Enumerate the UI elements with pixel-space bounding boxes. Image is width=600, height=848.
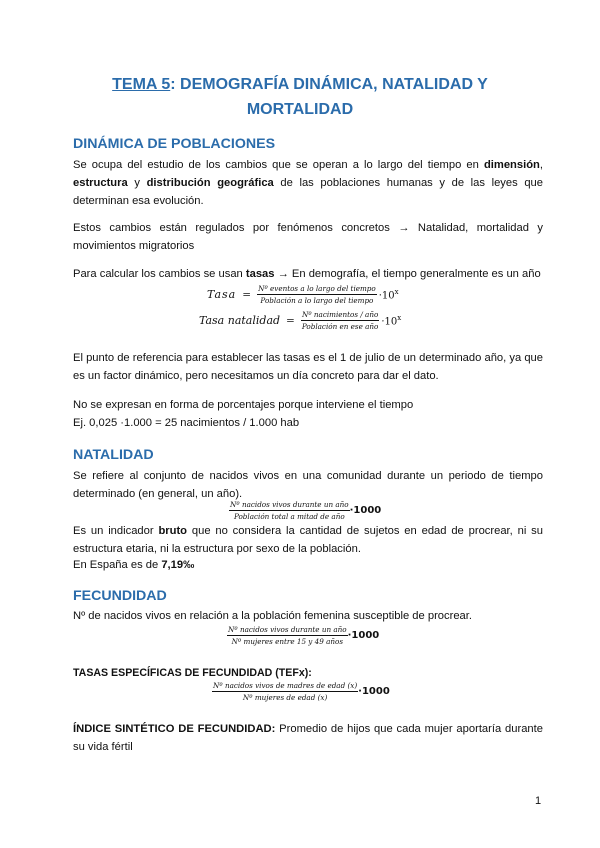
- formula-natalidad: $\frac{\text{Nº nacidos vivos durante un año}}{\text{Población total a mitad de año}}$ ·1000: [230, 500, 382, 521]
- formula-tasa: Tasa = $\frac{\text{Nº eventos a lo largo del tiempo}}{\text{Población a lo largo del tiempo}}$ $\cdot 10^x$: [207, 284, 399, 305]
- dinamica-paragraph-4: El punto de referencia para establecer las tasas es el 1 de julio de un determinado año, ya que es un factor dinámico, pero necesitamos un día concreto para dar el dato.: [73, 352, 543, 382]
- dinamica-paragraph-2: Estos cambios están regulados por fenómenos concretos → Natalidad, mortalidad y movimientos migratorios: [73, 222, 543, 252]
- heading-natalidad: NATALIDAD: [73, 447, 154, 463]
- title-tema: TEMA 5: [112, 76, 171, 93]
- dinamica-paragraph-1: Se ocupa del estudio de los cambios que se operan a lo largo del tiempo en dimensión, estructura y distribución geográfica de las poblaciones humanas y de las leyes que determinan esa evolución.: [73, 159, 543, 207]
- dinamica-paragraph-5b: Ej. 0,025 ·1.000 = 25 nacimientos / 1.000 hab: [73, 417, 300, 429]
- dinamica-paragraph-5a: No se expresan en forma de porcentajes porque interviene el tiempo: [73, 399, 414, 411]
- formula-fecundidad: $\frac{\text{Nº nacidos vivos durante un año}}{\text{Nº mujeres entre 15 y 49 años}}$ ·1000: [228, 625, 380, 646]
- fecundidad-paragraph-1: Nº de nacidos vivos en relación a la población femenina susceptible de procrear.: [73, 610, 472, 622]
- tasas-especificas-heading: TASAS ESPECÍFICAS DE FECUNDIDAD (TEFx):: [73, 667, 312, 679]
- natalidad-paragraph-2: Es un indicador bruto que no considera la cantidad de sujetos en edad de procrear, ni su estructura etaria, ni la estructura por sexo de la población.: [73, 525, 543, 555]
- page-number: 1: [535, 795, 542, 807]
- title-line2: MORTALIDAD: [246, 101, 354, 118]
- formula-tefx: $\frac{\text{Nº nacidos vivos de madres de edad (x)}}{\text{Nº mujeres de edad (x)}}$ ·1000: [213, 681, 390, 702]
- dinamica-paragraph-3: Para calcular los cambios se usan tasas → En demografía, el tiempo generalmente es un año: [73, 268, 541, 280]
- page-title: [60, 72, 540, 122]
- formula-tasa-natalidad: Tasa natalidad = $\frac{\text{Nº nacimientos / año}}{\text{Población en ese año}}$ $\cdot 10^x$: [199, 310, 402, 331]
- heading-fecundidad: FECUNDIDAD: [73, 588, 167, 604]
- heading-dinamica: DINÁMICA DE POBLACIONES: [73, 136, 276, 152]
- title-rest: : DEMOGRAFÍA DINÁMICA, NATALIDAD Y: [170, 76, 488, 93]
- natalidad-paragraph-1: Se refiere al conjunto de nacidos vivos en una comunidad durante un periodo de tiempo determinado (en general, un año).: [73, 470, 543, 500]
- natalidad-paragraph-3: En España es de 7,19‰: [73, 559, 195, 571]
- isf-paragraph: ÍNDICE SINTÉTICO DE FECUNDIDAD: Promedio de hijos que cada mujer aportaría durante su vida fértil: [73, 723, 543, 753]
